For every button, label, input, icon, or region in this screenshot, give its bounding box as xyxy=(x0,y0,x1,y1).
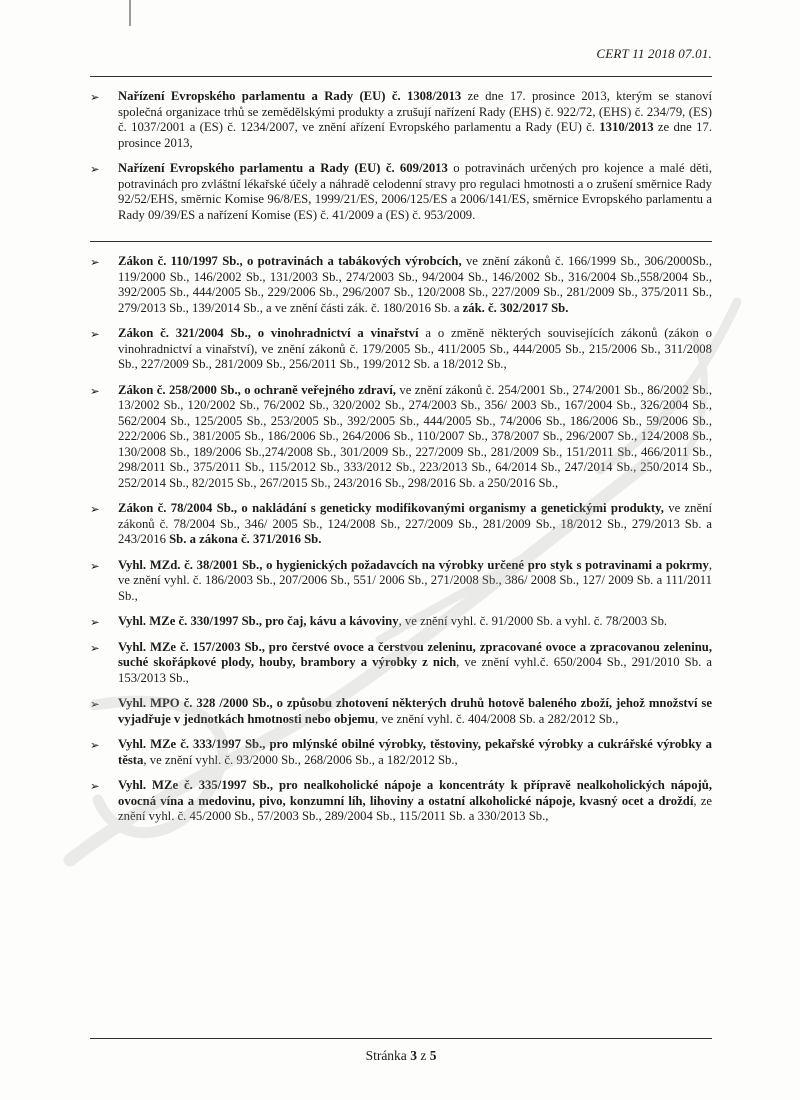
list-item xyxy=(90,614,712,630)
list-item-text: Vyhl. MZe č. 157/2003 Sb., pro čerstvé ovoce a čerstvou zeleninu, zpracované ovoce a zpracovanou zeleninu, suché skořápkové plody, houby, brambory a výrobky z nich, ve znění vyhl.č. 650/2004 Sb., 291/2010 Sb. a 153/2013 Sb., xyxy=(118,639,712,685)
arrow-bullet-icon: ➢ xyxy=(90,779,100,793)
list-item-text: Zákon č. 110/1997 Sb., o potravinách a tabákových výrobcích, ve znění zákonů č. 166/1999 Sb., 306/2000Sb., 119/2000 Sb., 146/2002 Sb., 131/2003 Sb., 274/2003 Sb., 94/2004 Sb., 146/2002 Sb., 316/2004 Sb.,558/2004 Sb., 392/2005 Sb., 444/2005 Sb., 229/2006 Sb., 296/2007 Sb., 120/2008 Sb., 227/2009 Sb., 281/2009 Sb., 375/2011 Sb., 279/2013 Sb., 139/2014 Sb., a ve znění části zák. č. 180/2016 Sb. a zák. č. 302/2017 Sb. xyxy=(118,254,712,315)
arrow-bullet-icon: ➢ xyxy=(90,327,100,341)
list-item-text: Nařízení Evropského parlamentu a Rady (EU) č. 1308/2013 ze dne 17. prosince 2013, kterým se stanoví společná organizace trhů se zemědělskými produkty a zrušují nařízení Rady (EHS) č. 922/72, (EHS) č. 234/79, (ES) č. 1037/2001 a (ES) č. 1234/2007, ve znění ařízení Evropského parlamentu a Rady (EU) č. 1310/2013 ze dne 17. prosince 2013, xyxy=(118,89,712,150)
footer-label: Stránka xyxy=(365,1048,411,1063)
list-item xyxy=(90,558,712,605)
footer-separator: z xyxy=(416,1048,430,1063)
arrow-bullet-icon: ➢ xyxy=(90,90,100,104)
list-item xyxy=(90,778,712,825)
list-item xyxy=(90,161,712,223)
list-item-text: Vyhl. MZd. č. 38/2001 Sb., o hygienických požadavcích na výrobky určené pro styk s potravinami a pokrmy, ve znění vyhl. č. 186/2003 Sb., 207/2006 Sb., 551/ 2006 Sb., 271/2008 Sb., 386/ 2008 Sb., 127/ 2009 Sb. a 111/2011 Sb., xyxy=(118,557,712,603)
list-item xyxy=(90,737,712,768)
list-item-text: Zákon č. 321/2004 Sb., o vinohradnictví a vinařství a o změně některých souvisejících zákonů (zákon o vinohradnictví a vinařství), ve znění zákonů č. 179/2005 Sb., 411/2005 Sb., 444/2005 Sb., 215/2006 Sb., 311/2008 Sb., 227/2009 Sb., 281/2009 Sb., 256/2011 Sb., 199/2012 Sb. a 18/2012 Sb., xyxy=(118,326,712,371)
list-item xyxy=(90,89,712,151)
list-item-text: Nařízení Evropského parlamentu a Rady (EU) č. 609/2013 o potravinách určených pro kojence a malé děti, potravinách pro zvláštní lékařské účely a náhradě celodenní stravy pro regulaci hmotnosti a o zrušení směrnice Rady 92/52/EHS, směrnic Komise 96/8/ES, 1999/21/ES, 2006/125/ES a 2006/141/ES, směrnice Evropského parlamentu a Rady 09/39/ES a nařízení Komise (ES) č. 41/2009 a (ES) č. 953/2009. xyxy=(118,161,712,222)
footer-page-number: 3 xyxy=(410,1048,417,1063)
list-item-text: Vyhl. MZe č. 333/1997 Sb., pro mlýnské obilné výrobky, těstoviny, pekařské výrobky a cukrářské výrobky a těsta, ve znění vyhl. č. 93/2000 Sb., 268/2006 Sb., a 182/2012 Sb., xyxy=(118,737,712,767)
list-item xyxy=(90,501,712,548)
list-item xyxy=(90,326,712,373)
list-item xyxy=(90,640,712,687)
list-item-text: Vyhl. MZe č. 330/1997 Sb., pro čaj, kávu a kávoviny, ve znění vyhl. č. 91/2000 Sb. a vyhl. č. 78/2003 Sb. xyxy=(118,614,668,628)
page-number-line xyxy=(90,1039,712,1064)
list-item-text: Vyhl. MZe č. 335/1997 Sb., pro nealkoholické nápoje a koncentráty k přípravě nealkoholických nápojů, ovocná vína a medovinu, pivo, konzumní líh, lihoviny a ostatní alkoholické nápoje, kvasný ocet a droždí, ze znění vyhl. č. 45/2000 Sb., 57/2003 Sb., 289/2004 Sb., 115/2011 Sb. a 330/2013 Sb., xyxy=(118,778,712,823)
list-item-text: Zákon č. 78/2004 Sb., o nakládání s geneticky modifikovanými organismy a genetickými produkty, ve znění zákonů č. 78/2004 Sb., 346/ 2005 Sb., 124/2008 Sb., 227/2009 Sb., 281/2009 Sb., 18/2012 Sb., 279/2013 Sb. a 243/2016 Sb. a zákona č. 371/2016 Sb. xyxy=(118,501,712,546)
scan-artifact-mark xyxy=(129,0,131,26)
arrow-bullet-icon: ➢ xyxy=(90,738,100,752)
list-item-text: Zákon č. 258/2000 Sb., o ochraně veřejného zdraví, ve znění zákonů č. 254/2001 Sb., 274/2001 Sb., 86/2002 Sb., 13/2002 Sb., 120/2002 Sb., 76/2002 Sb., 320/2002 Sb., 274/2003 Sb., 356/ 2003 Sb., 167/2004 Sb., 326/2004 Sb., 562/2004 Sb., 125/2005 Sb., 253/2005 Sb., 392/2005 Sb., 444/2005 Sb., 74/2006 Sb., 186/2006 Sb., 59/2006 Sb., 222/2006 Sb., 381/2005 Sb., 186/2006 Sb., 264/2006 Sb., 110/2007 Sb., 378/2007 Sb., 296/2007 Sb., 124/2008 Sb., 130/2008 Sb., 189/2006 Sb.,274/2008 Sb., 301/2009 Sb., 227/2009 Sb., 281/2009 Sb., 151/2011 Sb., 466/2011 Sb., 298/2011 Sb., 375/2011 Sb., 115/2012 Sb., 333/2012 Sb., 223/2013 Sb., 64/2014 Sb., 247/2014 Sb., 250/2014 Sb., 252/2014 Sb., 82/2015 Sb., 267/2015 Sb., 243/2016 Sb., 298/2016 Sb. a 250/2016 Sb., xyxy=(118,382,712,490)
arrow-bullet-icon: ➢ xyxy=(90,255,100,269)
list-item xyxy=(90,254,712,316)
arrow-bullet-icon: ➢ xyxy=(90,383,100,398)
document-header xyxy=(90,0,712,62)
arrow-bullet-icon: ➢ xyxy=(90,502,100,516)
arrow-bullet-icon: ➢ xyxy=(90,615,100,629)
list-item-text: Vyhl. MPO č. 328 /2000 Sb., o způsobu zhotovení některých druhů hotově baleného zboží, jehož množství se vyjadřuje v jednotkách hmotnosti nebo objemu, ve znění vyhl. č. 404/2008 Sb. a 282/2012 Sb., xyxy=(118,696,712,726)
regulations-section-national xyxy=(90,242,712,825)
list-item xyxy=(90,383,712,492)
list-item xyxy=(90,696,712,727)
page-footer xyxy=(90,1024,712,1064)
arrow-bullet-icon: ➢ xyxy=(90,697,100,711)
regulations-section-eu xyxy=(90,77,712,223)
arrow-bullet-icon: ➢ xyxy=(90,640,100,655)
doc-code: CERT 11 2018 07.01. xyxy=(596,46,712,61)
arrow-bullet-icon: ➢ xyxy=(90,558,100,573)
arrow-bullet-icon: ➢ xyxy=(90,162,100,176)
footer-total-pages: 5 xyxy=(429,1048,437,1063)
